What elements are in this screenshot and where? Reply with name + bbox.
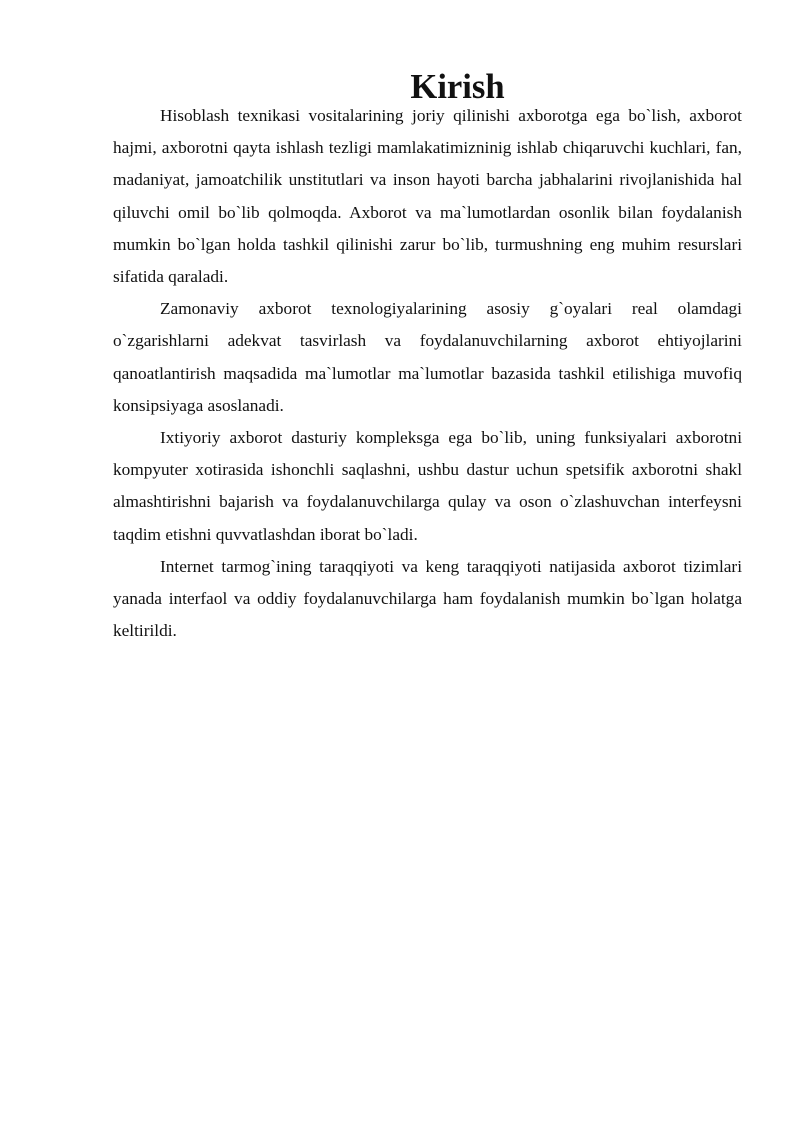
document-title: Kirish [410,68,505,106]
paragraph-3: Ixtiyoriy axborot dasturiy kompleksga ega bo`lib, uning funksiyalari axborotni kompyuter xotirasida ishonchli saqlashni, ushbu dastur uchun spetsifik axborotni shakl almashtirishni bajarish va foydalanuvchilarga qulay va oson o`zlashuvchan interfeysni taqdim etishni quvvatlashdan iborat bo`ladi. [113,428,742,544]
paragraph-2: Zamonaviy axborot texnologiyalarining asosiy g`oyalari real olamdagi o`zgarishlarni adekvat tasvirlash va foydalanuvchilarning axborot ehtiyojlarini qanoatlantirish maqsadida ma`lumotlar ma`lumotlar bazasida tashkil etilishiga muvofiq konsipsiyaga asoslanadi. [113,299,742,415]
paragraph-1: Hisoblash texnikasi vositalarining joriy qilinishi axborotga ega bo`lish, axborot hajmi, axborotni qayta ishlash tezligi mamlakatimizninig ishlab chiqaruvchi kuchlari, fan, madaniyat, jamoatchilik unstitutlari va inson hayoti barcha jabhalarini rivojlanishida hal qiluvchi omil bo`lib qolmoqda. Axborot va ma`lumotlardan osonlik bilan foydalanish mumkin bo`lgan holda tashkil qilinishi zarur bo`lib, turmushning eng muhim resurslari sifatida qaraladi. [113,106,742,287]
paragraph-4: Internet tarmog`ining taraqqiyoti va keng taraqqiyoti natijasida axborot tizimlari yanada interfaol va oddiy foydalanuvchilarga ham foydalanish mumkin bo`lgan holatga keltirildi. [113,556,742,641]
document-body [113,68,742,647]
